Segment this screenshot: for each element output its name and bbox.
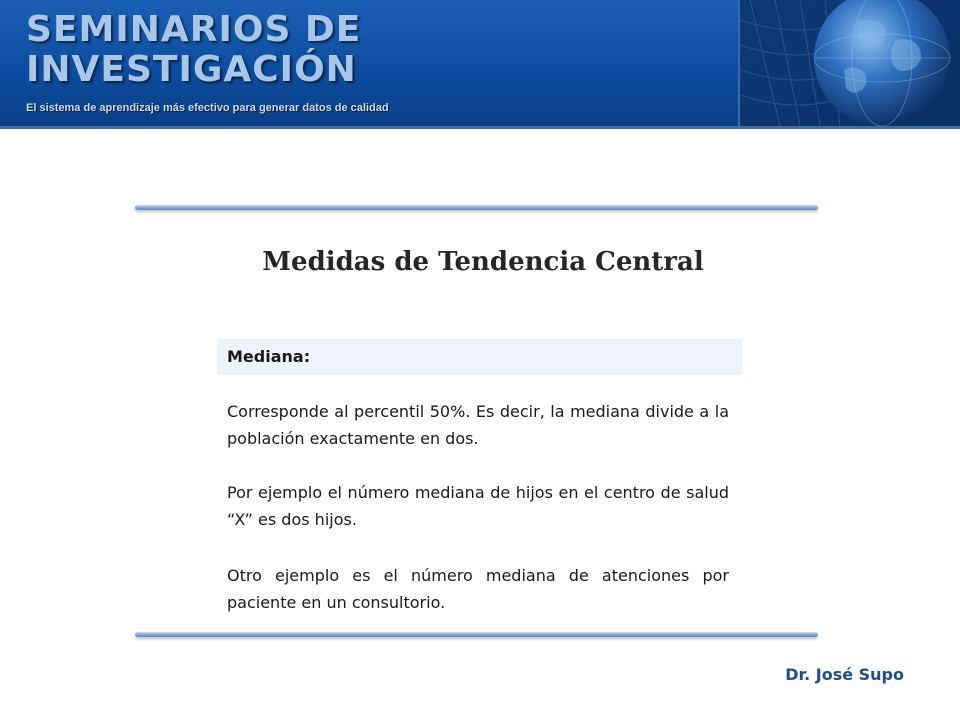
banner-title-line2: INVESTIGACIÓN: [26, 49, 357, 90]
banner-border: [0, 126, 960, 129]
banner-title-line1: SEMINARIOS DE: [26, 9, 362, 50]
section-header: [217, 339, 742, 375]
paragraph-definition: Corresponde al percentil 50%. Es decir, la mediana divide a la población exactamente en dos.: [227, 402, 729, 448]
header-banner: [0, 0, 960, 128]
paragraph-example-1: Por ejemplo el número mediana de hijos en el centro de salud “X” es dos hijos.: [227, 483, 729, 529]
top-divider: [135, 205, 818, 210]
globe-graphic: [740, 0, 960, 126]
section-label: Mediana:: [227, 347, 311, 366]
slide-title: Medidas de Tendencia Central: [262, 247, 704, 277]
banner-title: [26, 10, 361, 90]
author-credit: Dr. José Supo: [785, 665, 904, 684]
paragraph-example-2: Otro ejemplo es el número mediana de atenciones por paciente en un consultorio.: [227, 566, 729, 612]
bottom-divider: [135, 632, 818, 637]
banner-tagline: El sistema de aprendizaje más efectivo para generar datos de calidad: [26, 102, 389, 114]
globe-icon: [738, 0, 960, 126]
